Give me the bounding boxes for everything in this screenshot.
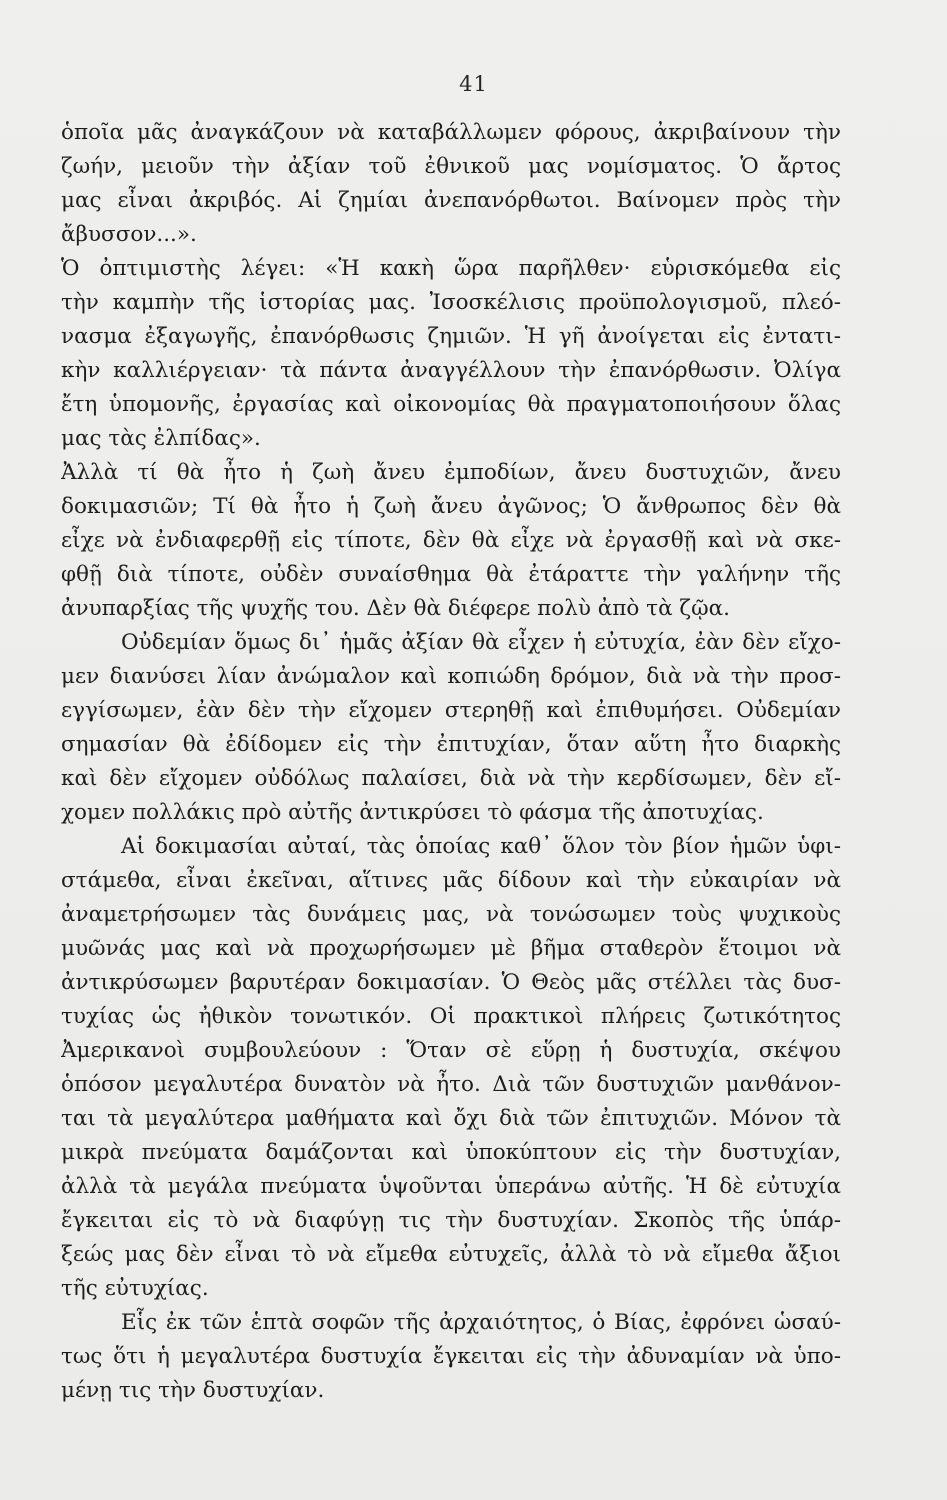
text-line: κὴν καλλιέργειαν· τὰ πάντα ἀναγγέλλουν τὴν ἐπανόρθωσιν. Ὀλίγα: [61, 358, 841, 383]
text-line: ται τὰ μεγαλύτερα μαθήματα καὶ ὄχι διὰ τῶν ἐπιτυχιῶν. Μόνον τὰ: [61, 1106, 841, 1131]
text-line: ξεώς μας δὲν εἶναι τὸ νὰ εἴμεθα εὐτυχεῖς, ἀλλὰ τὸ νὰ εἴμεθα ἄξιοι: [61, 1242, 841, 1267]
text-line: Ἀλλὰ τί θὰ ἦτο ἡ ζωὴ ἄνευ ἐμποδίων, ἄνευ δυστυχιῶν, ἄνευ: [61, 460, 841, 485]
text-line: ἔτη ὑπομονῆς, ἐργασίας καὶ οἰκονομίας θὰ πραγματοποιήσουν ὅλας: [61, 392, 841, 417]
paragraph: [61, 116, 841, 252]
text-line: τὴν καμπὴν τῆς ἱστορίας μας. Ἰσοσκέλισις προϋπολογισμοῦ, πλεό-: [61, 290, 841, 315]
text-line: ὁποῖα μᾶς ἀναγκάζουν νὰ καταβάλλωμεν φόρους, ἀκριβαίνουν τὴν: [61, 120, 841, 145]
text-line: Ἀμερικανοὶ συμβουλεύουν : Ὅταν σὲ εὕρῃ ἡ δυστυχία, σκέψου: [61, 1038, 841, 1063]
text-line: μεν διανύσει λίαν ἀνώμαλον καὶ κοπιώδη δρόμον, διὰ νὰ τὴν προσ-: [61, 664, 841, 689]
text-line: Ὁ ὀπτιμιστὴς λέγει: «Ἡ κακὴ ὥρα παρῆλθεν· εὑρισκόμεθα εἰς: [61, 256, 841, 281]
text-line: ἀναμετρήσωμεν τὰς δυνάμεις μας, νὰ τονώσωμεν τοὺς ψυχικοὺς: [61, 902, 841, 927]
paragraph: [61, 626, 841, 830]
text-line: ὁπόσον μεγαλυτέρα δυνατὸν νὰ ἦτο. Διὰ τῶν δυστυχιῶν μανθάνον-: [61, 1072, 841, 1097]
text-line: Οὐδεμίαν ὅμως δι᾽ ἡμᾶς ἀξίαν θὰ εἶχεν ἡ εὐτυχία, ἐὰν δὲν εἴχο-: [121, 630, 841, 655]
paragraph: [61, 830, 841, 1306]
paragraph: [61, 1306, 841, 1408]
text-line: ἀλλὰ τὰ μεγάλα πνεύματα ὑψοῦνται ὑπεράνω αὐτῆς. Ἡ δὲ εὐτυχία: [61, 1174, 841, 1199]
text-line: στάμεθα, εἶναι ἐκεῖναι, αἵτινες μᾶς δίδουν καὶ τὴν εὐκαιρίαν νὰ: [61, 868, 841, 893]
text-line: φθῇ διὰ τίποτε, οὐδὲν συναίσθημα θὰ ἐτάραττε τὴν γαλήνην τῆς: [61, 562, 841, 587]
text-line: ἄβυσσον...».: [61, 222, 197, 247]
page-number: 41: [459, 72, 488, 96]
text-line: ἔγκειται εἰς τὸ νὰ διαφύγῃ τις τὴν δυστυχίαν. Σκοπὸς τῆς ὑπάρ-: [61, 1208, 841, 1233]
text-line: νασμα ἐξαγωγῆς, ἐπανόρθωσις ζημιῶν. Ἡ γῆ ἀνοίγεται εἰς ἐντατι-: [61, 324, 841, 349]
text-line: Αἱ δοκιμασίαι αὐταί, τὰς ὁποίας καθ᾽ ὅλον τὸν βίον ἡμῶν ὑφι-: [121, 834, 841, 859]
text-line: τυχίας ὡς ἠθικὸν τονωτικόν. Οἱ πρακτικοὶ πλήρεις ζωτικότητος: [61, 1004, 841, 1029]
text-line: σημασίαν θὰ ἐδίδομεν εἰς τὴν ἐπιτυχίαν, ὅταν αὕτη ἦτο διαρκὴς: [61, 732, 841, 757]
text-line: δοκιμασιῶν; Τί θὰ ἦτο ἡ ζωὴ ἄνευ ἀγῶνος; Ὁ ἄνθρωπος δὲν θὰ: [61, 494, 841, 519]
text-line: Εἷς ἐκ τῶν ἑπτὰ σοφῶν τῆς ἀρχαιότητος, ὁ Βίας, ἐφρόνει ὡσαύ-: [121, 1310, 841, 1335]
text-line: τῆς εὐτυχίας.: [61, 1276, 209, 1301]
text-line: εἶχε νὰ ἐνδιαφερθῇ εἰς τίποτε, δὲν θὰ εἶχε νὰ ἐργασθῇ καὶ νὰ σκε-: [61, 528, 841, 553]
text-line: ζωήν, μειοῦν τὴν ἀξίαν τοῦ ἐθνικοῦ μας νομίσματος. Ὁ ἄρτος: [61, 154, 841, 179]
text-line: ἀνυπαρξίας τῆς ψυχῆς του. Δὲν θὰ διέφερε πολὺ ἀπὸ τὰ ζῷα.: [61, 596, 730, 621]
text-line: μένῃ τις τὴν δυστυχίαν.: [61, 1378, 325, 1403]
paragraph: [61, 456, 841, 626]
text-line: μυῶνάς μας καὶ νὰ προχωρήσωμεν μὲ βῆμα σταθερὸν ἕτοιμοι νὰ: [61, 936, 841, 961]
text-line: μας εἶναι ἀκριβός. Αἱ ζημίαι ἀνεπανόρθωτοι. Βαίνομεν πρὸς τὴν: [61, 188, 841, 213]
text-line: μικρὰ πνεύματα δαμάζονται καὶ ὑποκύπτουν εἰς τὴν δυστυχίαν,: [61, 1140, 841, 1165]
text-line: χομεν πολλάκις πρὸ αὐτῆς ἀντικρύσει τὸ φάσμα τῆς ἀποτυχίας.: [61, 800, 764, 825]
text-line: εγγίσωμεν, ἐὰν δὲν τὴν εἴχομεν στερηθῇ καὶ ἐπιθυμήσει. Οὐδεμίαν: [61, 698, 841, 723]
paragraph: [61, 252, 841, 456]
body-text: [61, 116, 841, 1408]
text-line: τως ὅτι ἡ μεγαλυτέρα δυστυχία ἔγκειται εἰς τὴν ἀδυναμίαν νὰ ὑπο-: [61, 1344, 841, 1369]
text-line: ἀντικρύσωμεν βαρυτέραν δοκιμασίαν. Ὁ Θεὸς μᾶς στέλλει τὰς δυσ-: [61, 970, 841, 995]
text-line: καὶ δὲν εἴχομεν οὐδόλως παλαίσει, διὰ νὰ τὴν κερδίσωμεν, δὲν εἴ-: [61, 766, 841, 791]
text-line: μας τὰς ἐλπίδας».: [61, 426, 261, 451]
